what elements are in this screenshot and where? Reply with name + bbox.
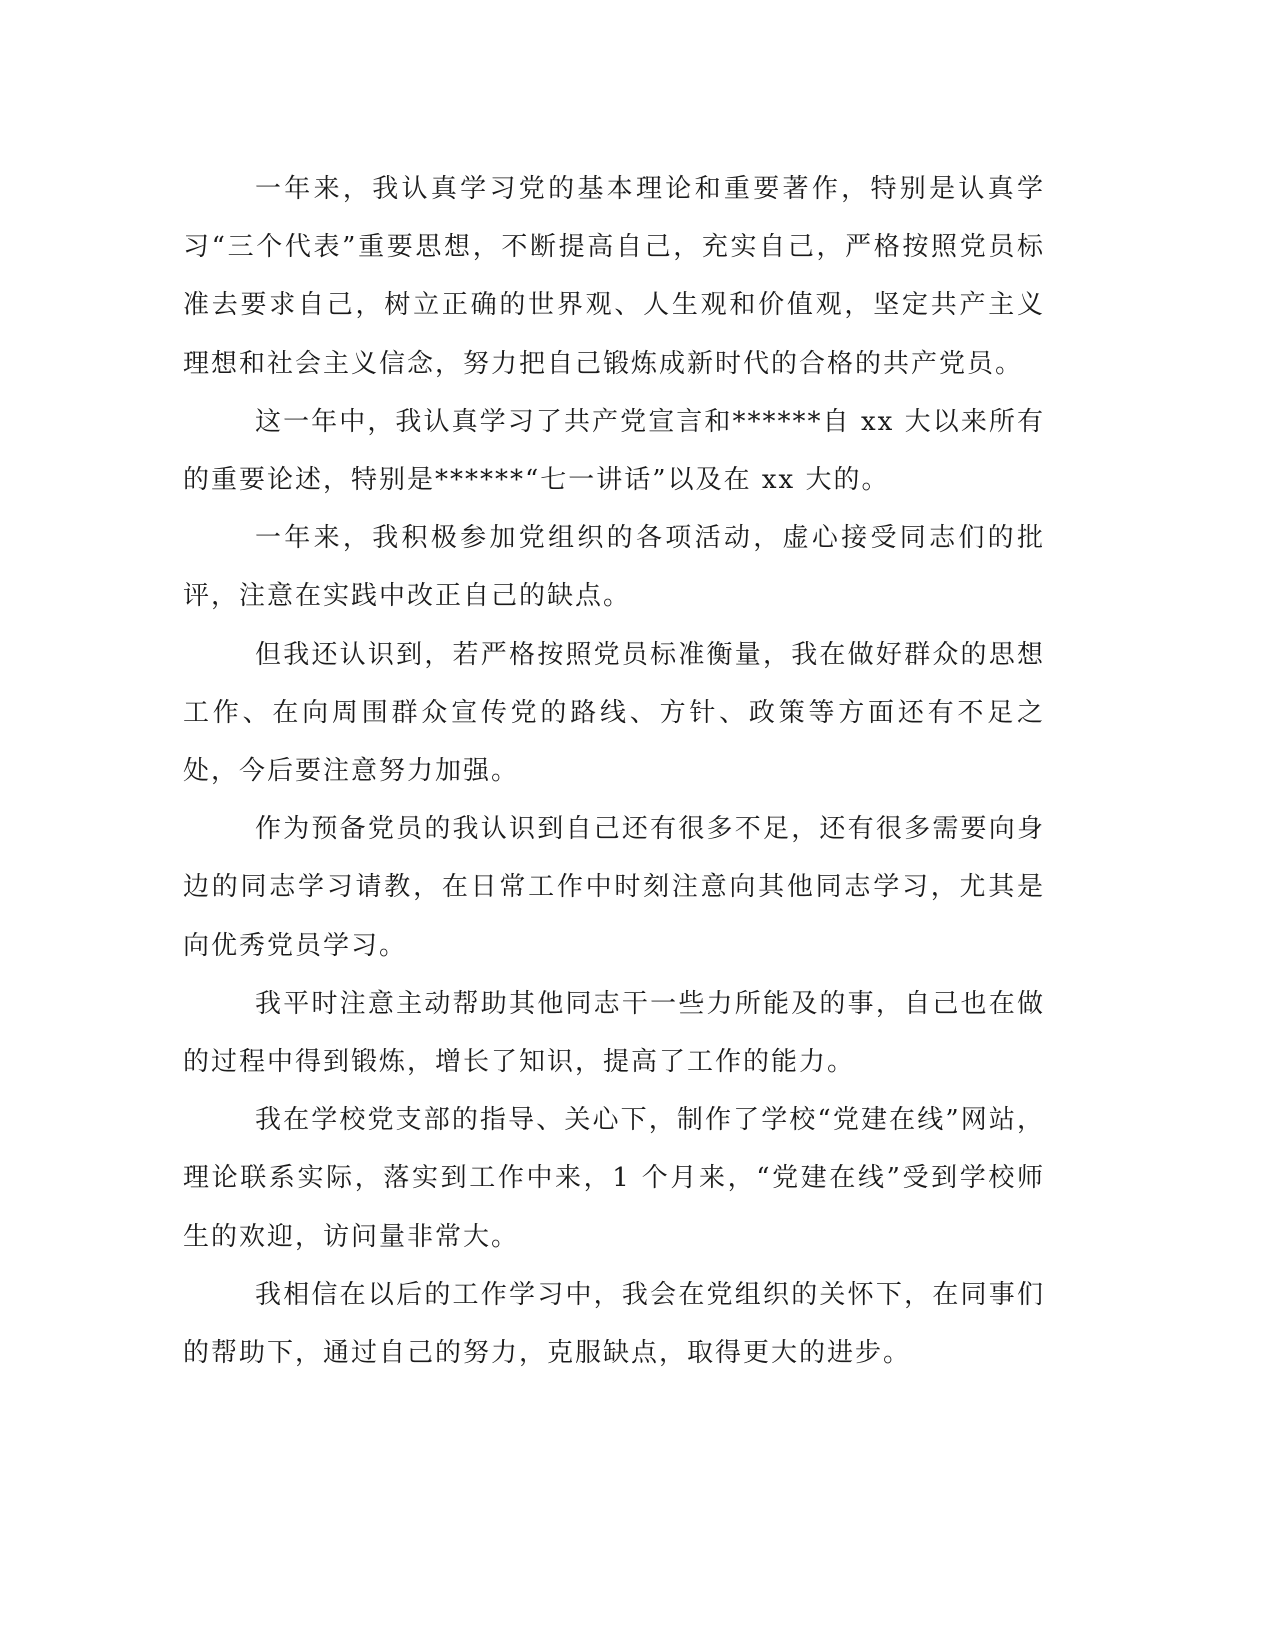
paragraph: 但我还认识到，若严格按照党员标准衡量，我在做好群众的思想工作、在向周围群众宣传党的路线、方针、政策等方面还有不足之处，今后要注意努力加强。 <box>183 639 1045 787</box>
paragraph: 一年来，我积极参加党组织的各项活动，虚心接受同志们的批评，注意在实践中改正自己的缺点。 <box>183 523 1045 612</box>
paragraph: 作为预备党员的我认识到自己还有很多不足，还有很多需要向身边的同志学习请教，在日常工作中时刻注意向其他同志学习，尤其是向优秀党员学习。 <box>183 814 1045 961</box>
paragraph: 这一年中，我认真学习了共产党宣言和******自 xx 大以来所有的重要论述，特别是******“七一讲话”以及在 xx 大的。 <box>183 406 1045 496</box>
paragraph: 一年来，我认真学习党的基本理论和重要著作，特别是认真学习“三个代表”重要思想，不断提高自己，充实自己，严格按照党员标准去要求自己，树立正确的世界观、人生观和价值观，坚定共产主义理想和社会主义信念，努力把自己锻炼成新时代的合格的共产党员。 <box>183 174 1045 379</box>
paragraph: 我在学校党支部的指导、关心下，制作了学校“党建在线”网站，理论联系实际，落实到工作中来，1 个月来，“党建在线”受到学校师生的欢迎，访问量非常大。 <box>183 1105 1045 1252</box>
document-body <box>183 160 1045 1382</box>
paragraph: 我相信在以后的工作学习中，我会在党组织的关怀下，在同事们的帮助下，通过自己的努力，克服缺点，取得更大的进步。 <box>183 1279 1045 1369</box>
paragraph: 我平时注意主动帮助其他同志干一些力所能及的事，自己也在做的过程中得到锻炼，增长了知识，提高了工作的能力。 <box>183 988 1045 1078</box>
